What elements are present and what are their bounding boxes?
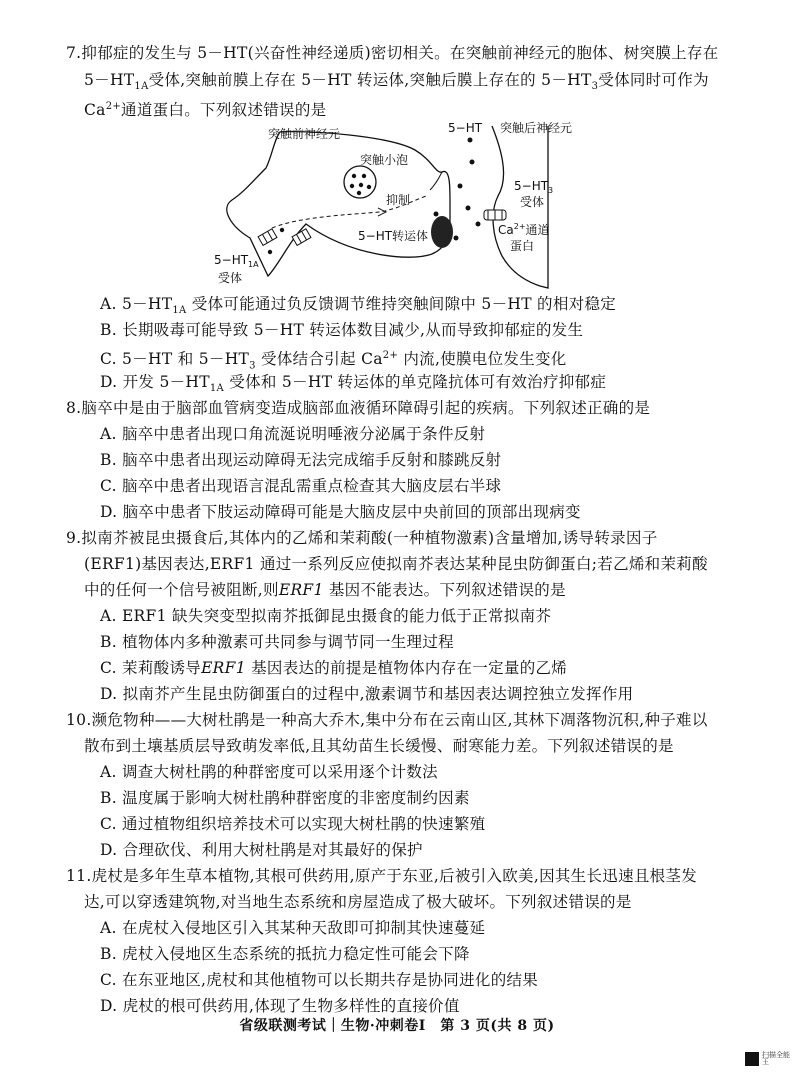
post-neuron-label: 突触后神经元 bbox=[500, 121, 573, 135]
page-footer: 省级联测考试｜生物·冲刺卷Ⅰ 第 3 页(共 8 页) bbox=[239, 1018, 555, 1034]
ht-label: 5−HT bbox=[448, 121, 483, 135]
q7-stem-line1: 7.抑郁症的发生与 5－HT(兴奋性神经递质)密切相关。在突触前神经元的胞体、树突膜上存在 bbox=[66, 44, 719, 62]
svg-text:Ca2+通道: $Ca^{2+}$通道 bbox=[498, 222, 550, 237]
q10-option-d: D. 合理砍伐、利用大树杜鹃是对其最好的保护 bbox=[100, 841, 423, 859]
q9-stem-line2: (ERF1)基因表达,ERF1 通过一系列反应使拟南芥表达某种昆虫防御蛋白;若乙烯和茉莉酸 bbox=[84, 555, 708, 573]
inhibit-label: 抑制 bbox=[386, 193, 411, 207]
pre-neuron-label: 突触前神经元 bbox=[268, 127, 341, 141]
ca-label: Ca bbox=[498, 223, 514, 237]
q9-stem-line3: 中的任何一个信号被阻断,则ERF1 基因不能表达。下列叙述错误的是 bbox=[84, 581, 566, 599]
q10-stem-line1: 10.濒危物种——大树杜鹃是一种高大乔木,集中分布在云南山区,其林下凋落物沉积,种子难以 bbox=[66, 711, 708, 729]
vesicle-label: 突触小泡 bbox=[360, 153, 409, 167]
q11-option-b: B. 虎杖入侵地区生态系统的抵抗力稳定性可能会下降 bbox=[100, 945, 470, 963]
q11-option-c: C. 在东亚地区,虎杖和其他植物可以长期共存是协同进化的结果 bbox=[100, 971, 539, 989]
q7-option-c: C. 5－HT 和 $5-HT_3$ 受体结合引起 $Ca^{2+}$ 内流,使膜电位发生变化 bbox=[100, 350, 567, 372]
q7-option-d: D. 开发 $5-HT_{1A}$ 受体和 5－HT 转运体的单克隆抗体可有效治疗抑郁症 bbox=[100, 373, 607, 395]
q9-option-c: C. 茉莉酸诱导ERF1 基因表达的前提是植物体内存在一定量的乙烯 bbox=[100, 659, 568, 677]
ht3-label-b: 受体 bbox=[520, 195, 545, 209]
q10-option-a: A. 调查大树杜鹃的种群密度可以采用逐个计数法 bbox=[100, 763, 438, 781]
q9-option-a: A. ERF1 缺失突变型拟南芥抵御昆虫摄食的能力低于正常拟南芥 bbox=[100, 607, 552, 625]
transporter-label: 5−HT转运体 bbox=[358, 229, 429, 243]
ht1a-label: 5−HT bbox=[214, 253, 249, 267]
q7-option-b: B. 长期吸毒可能导致 5－HT 转运体数目减少,从而导致抑郁症的发生 bbox=[100, 321, 584, 339]
svg-text:5−HT3: $5-HT_3$ bbox=[514, 179, 554, 195]
q8-option-b: B. 脑卒中患者出现运动障碍无法完成缩手反射和膝跳反射 bbox=[100, 451, 502, 469]
q9-stem-line1: 9.拟南芥被昆虫摄食后,其体内的乙烯和茉莉酸(一种植物激素)含量增加,诱导转录因子 bbox=[66, 529, 658, 547]
q11-option-a: A. 在虎杖入侵地区引入其某种天敌即可抑制其快速蔓延 bbox=[100, 919, 486, 937]
q10-option-c: C. 通过植物组织培养技术可以实现大树杜鹃的快速繁殖 bbox=[100, 815, 486, 833]
q11-stem-line1: 11.虎杖是多年生草本植物,其根可供药用,原产于东亚,后被引入欧美,因其生长迅速且根茎发 bbox=[66, 867, 698, 885]
q9-option-d: D. 拟南芥产生昆虫防御蛋白的过程中,激素调节和基因表达调控独立发挥作用 bbox=[100, 685, 634, 703]
scanner-logo: 扫描全能王 bbox=[762, 1051, 790, 1066]
svg-text:5−HT1A: $5-HT_{1A}$ bbox=[214, 253, 259, 269]
q7-stem-line2: $5-HT_{1A}$受体,突触前膜上存在 5－HT 转运体,突触后膜上存在的 $5-HT_3$受体同时可作为 bbox=[84, 71, 709, 93]
q8-option-d: D. 脑卒中患者下肢运动障碍可能是大脑皮层中央前回的顶部出现病变 bbox=[100, 503, 581, 521]
transporter-shape bbox=[431, 216, 453, 248]
q7-stem-line3: $Ca^{2+}$通道蛋白。下列叙述错误的是 bbox=[84, 101, 327, 120]
ca-label-c: 蛋白 bbox=[510, 239, 535, 253]
qr-code-icon bbox=[745, 1052, 759, 1066]
ht1a-label-b: 受体 bbox=[218, 271, 243, 285]
q10-option-b: B. 温度属于影响大树杜鹃种群密度的非密度制约因素 bbox=[100, 789, 470, 807]
q10-stem-line2: 散布到土壤基质层导致萌发率低,且其幼苗生长缓慢、耐寒能力差。下列叙述错误的是 bbox=[84, 737, 674, 755]
q8-stem: 8.脑卒中是由于脑部血管病变造成脑部血液循环障碍引起的疾病。下列叙述正确的是 bbox=[66, 399, 651, 417]
synapse-diagram bbox=[210, 116, 573, 294]
q11-stem-line2: 达,可以穿透建筑物,对当地生态系统和房屋造成了极大破坏。下列叙述错误的是 bbox=[84, 893, 632, 911]
q8-option-a: A. 脑卒中患者出现口角流涎说明唾液分泌属于条件反射 bbox=[100, 425, 486, 443]
q8-option-c: C. 脑卒中患者出现语言混乱需重点检查其大脑皮层右半球 bbox=[100, 477, 502, 495]
q7-option-a: A. $5-HT_{1A}$ 受体可能通过负反馈调节维持突触间隙中 5－HT 的相对稳定 bbox=[100, 295, 617, 317]
q11-option-d: D. 虎杖的根可供药用,体现了生物多样性的直接价值 bbox=[100, 997, 460, 1015]
q9-option-b: B. 植物体内多种激素可共同参与调节同一生理过程 bbox=[100, 633, 454, 651]
ht3-label: 5−HT bbox=[514, 179, 549, 193]
